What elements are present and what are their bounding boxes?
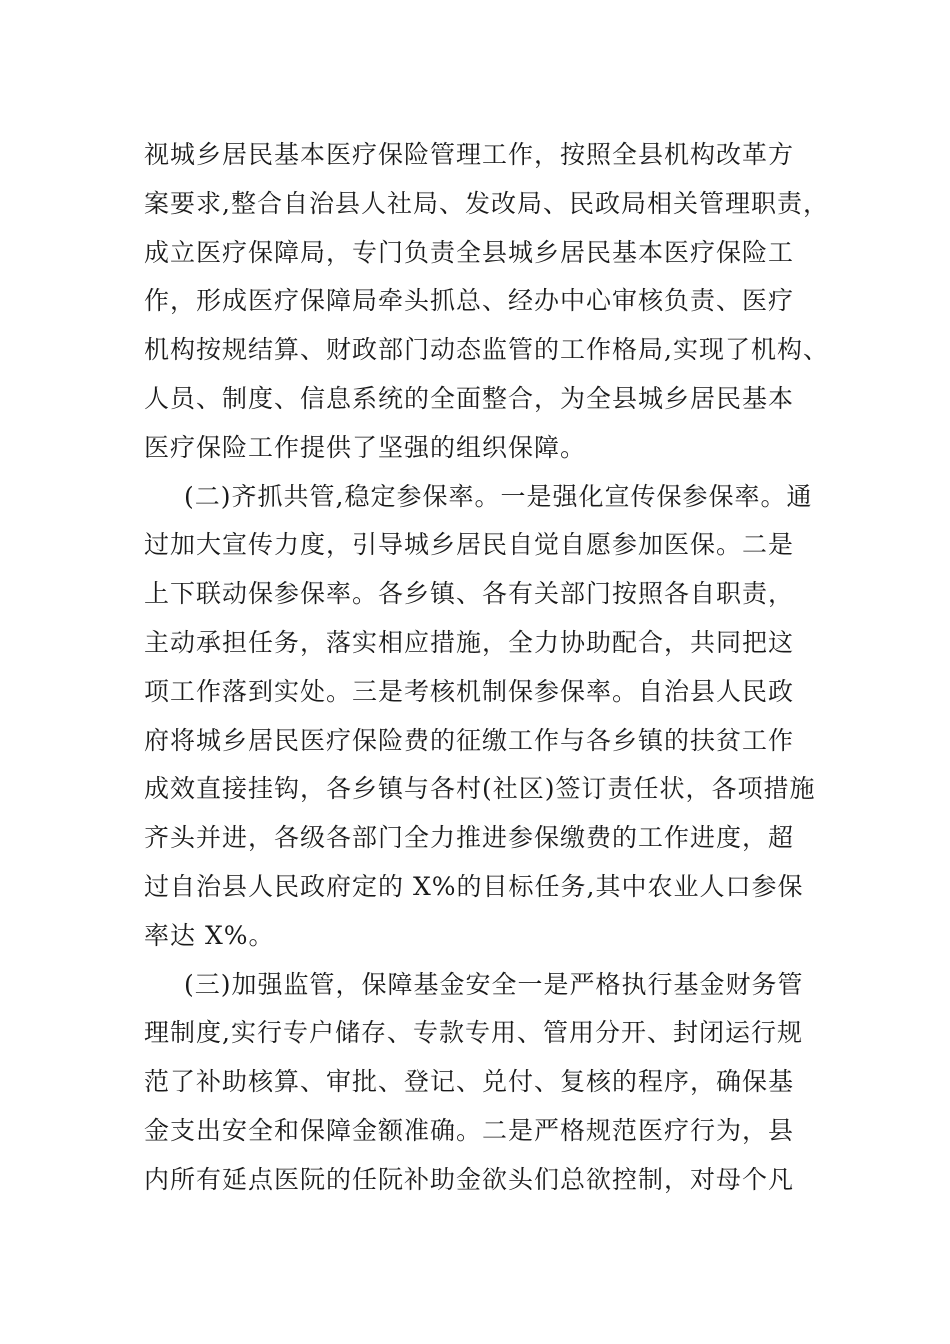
text-line: 范了补助核算、审批、登记、兑付、复核的程序，确保基	[144, 1067, 795, 1097]
text-line: 机构按规结算、财政部门动态监管的工作格局,实现了机构、	[144, 335, 829, 365]
text-line: 金支出安全和保障金额准确。二是严格规范医疗行为，县	[144, 1115, 795, 1145]
body-text	[144, 131, 844, 1205]
text-line: 案要求,整合自治县人社局、发改局、民政局相关管理职责，	[144, 188, 829, 218]
section-heading-line: (二)齐抓共管,稳定参保率。一是强化宣传保参保率。通	[184, 481, 813, 511]
text-line: 齐头并进，各级各部门全力推进参保缴费的工作进度，超	[144, 823, 795, 853]
text-line: 主动承担任务，落实相应措施，全力协助配合，共同把这	[144, 627, 795, 657]
text-line: 过加大宣传力度，引导城乡居民自觉自愿参加医保。二是	[144, 530, 795, 560]
section-heading-line: (三)加强监管，保障基金安全一是严格执行基金财务管	[184, 969, 804, 999]
text-line: 过自治县人民政府定的 X%的目标任务,其中农业人口参保	[144, 871, 804, 901]
text-line: 内所有延点医阮的任阮补助金欲头们总欲控制，对母个凡	[144, 1164, 795, 1194]
text-line: 项工作落到实处。三是考核机制保参保率。自治县人民政	[144, 676, 795, 706]
text-line: 人员、制度、信息系统的全面整合，为全县城乡居民基本	[144, 383, 795, 413]
text-line: 上下联动保参保率。各乡镇、各有关部门按照各自职责，	[144, 579, 795, 609]
text-line: 视城乡居民基本医疗保险管理工作，按照全县机构改革方	[144, 140, 795, 169]
text-line: 府将城乡居民医疗保险费的征缴工作与各乡镇的扶贫工作	[144, 725, 795, 755]
text-line: 成立医疗保障局，专门负责全县城乡居民基本医疗保险工	[144, 237, 795, 267]
text-line: 理制度,实行专户储存、专款专用、管用分开、封闭运行规	[144, 1018, 803, 1048]
text-line: 医疗保险工作提供了坚强的组织保障。	[144, 432, 587, 462]
text-line: 率达 X%。	[144, 920, 275, 950]
text-line: 成效直接挂钩，各乡镇与各村(社区)签订责任状，各项措施	[144, 774, 816, 804]
text-line: 作，形成医疗保障局牵头抓总、经办中心审核负责、医疗	[144, 286, 795, 316]
